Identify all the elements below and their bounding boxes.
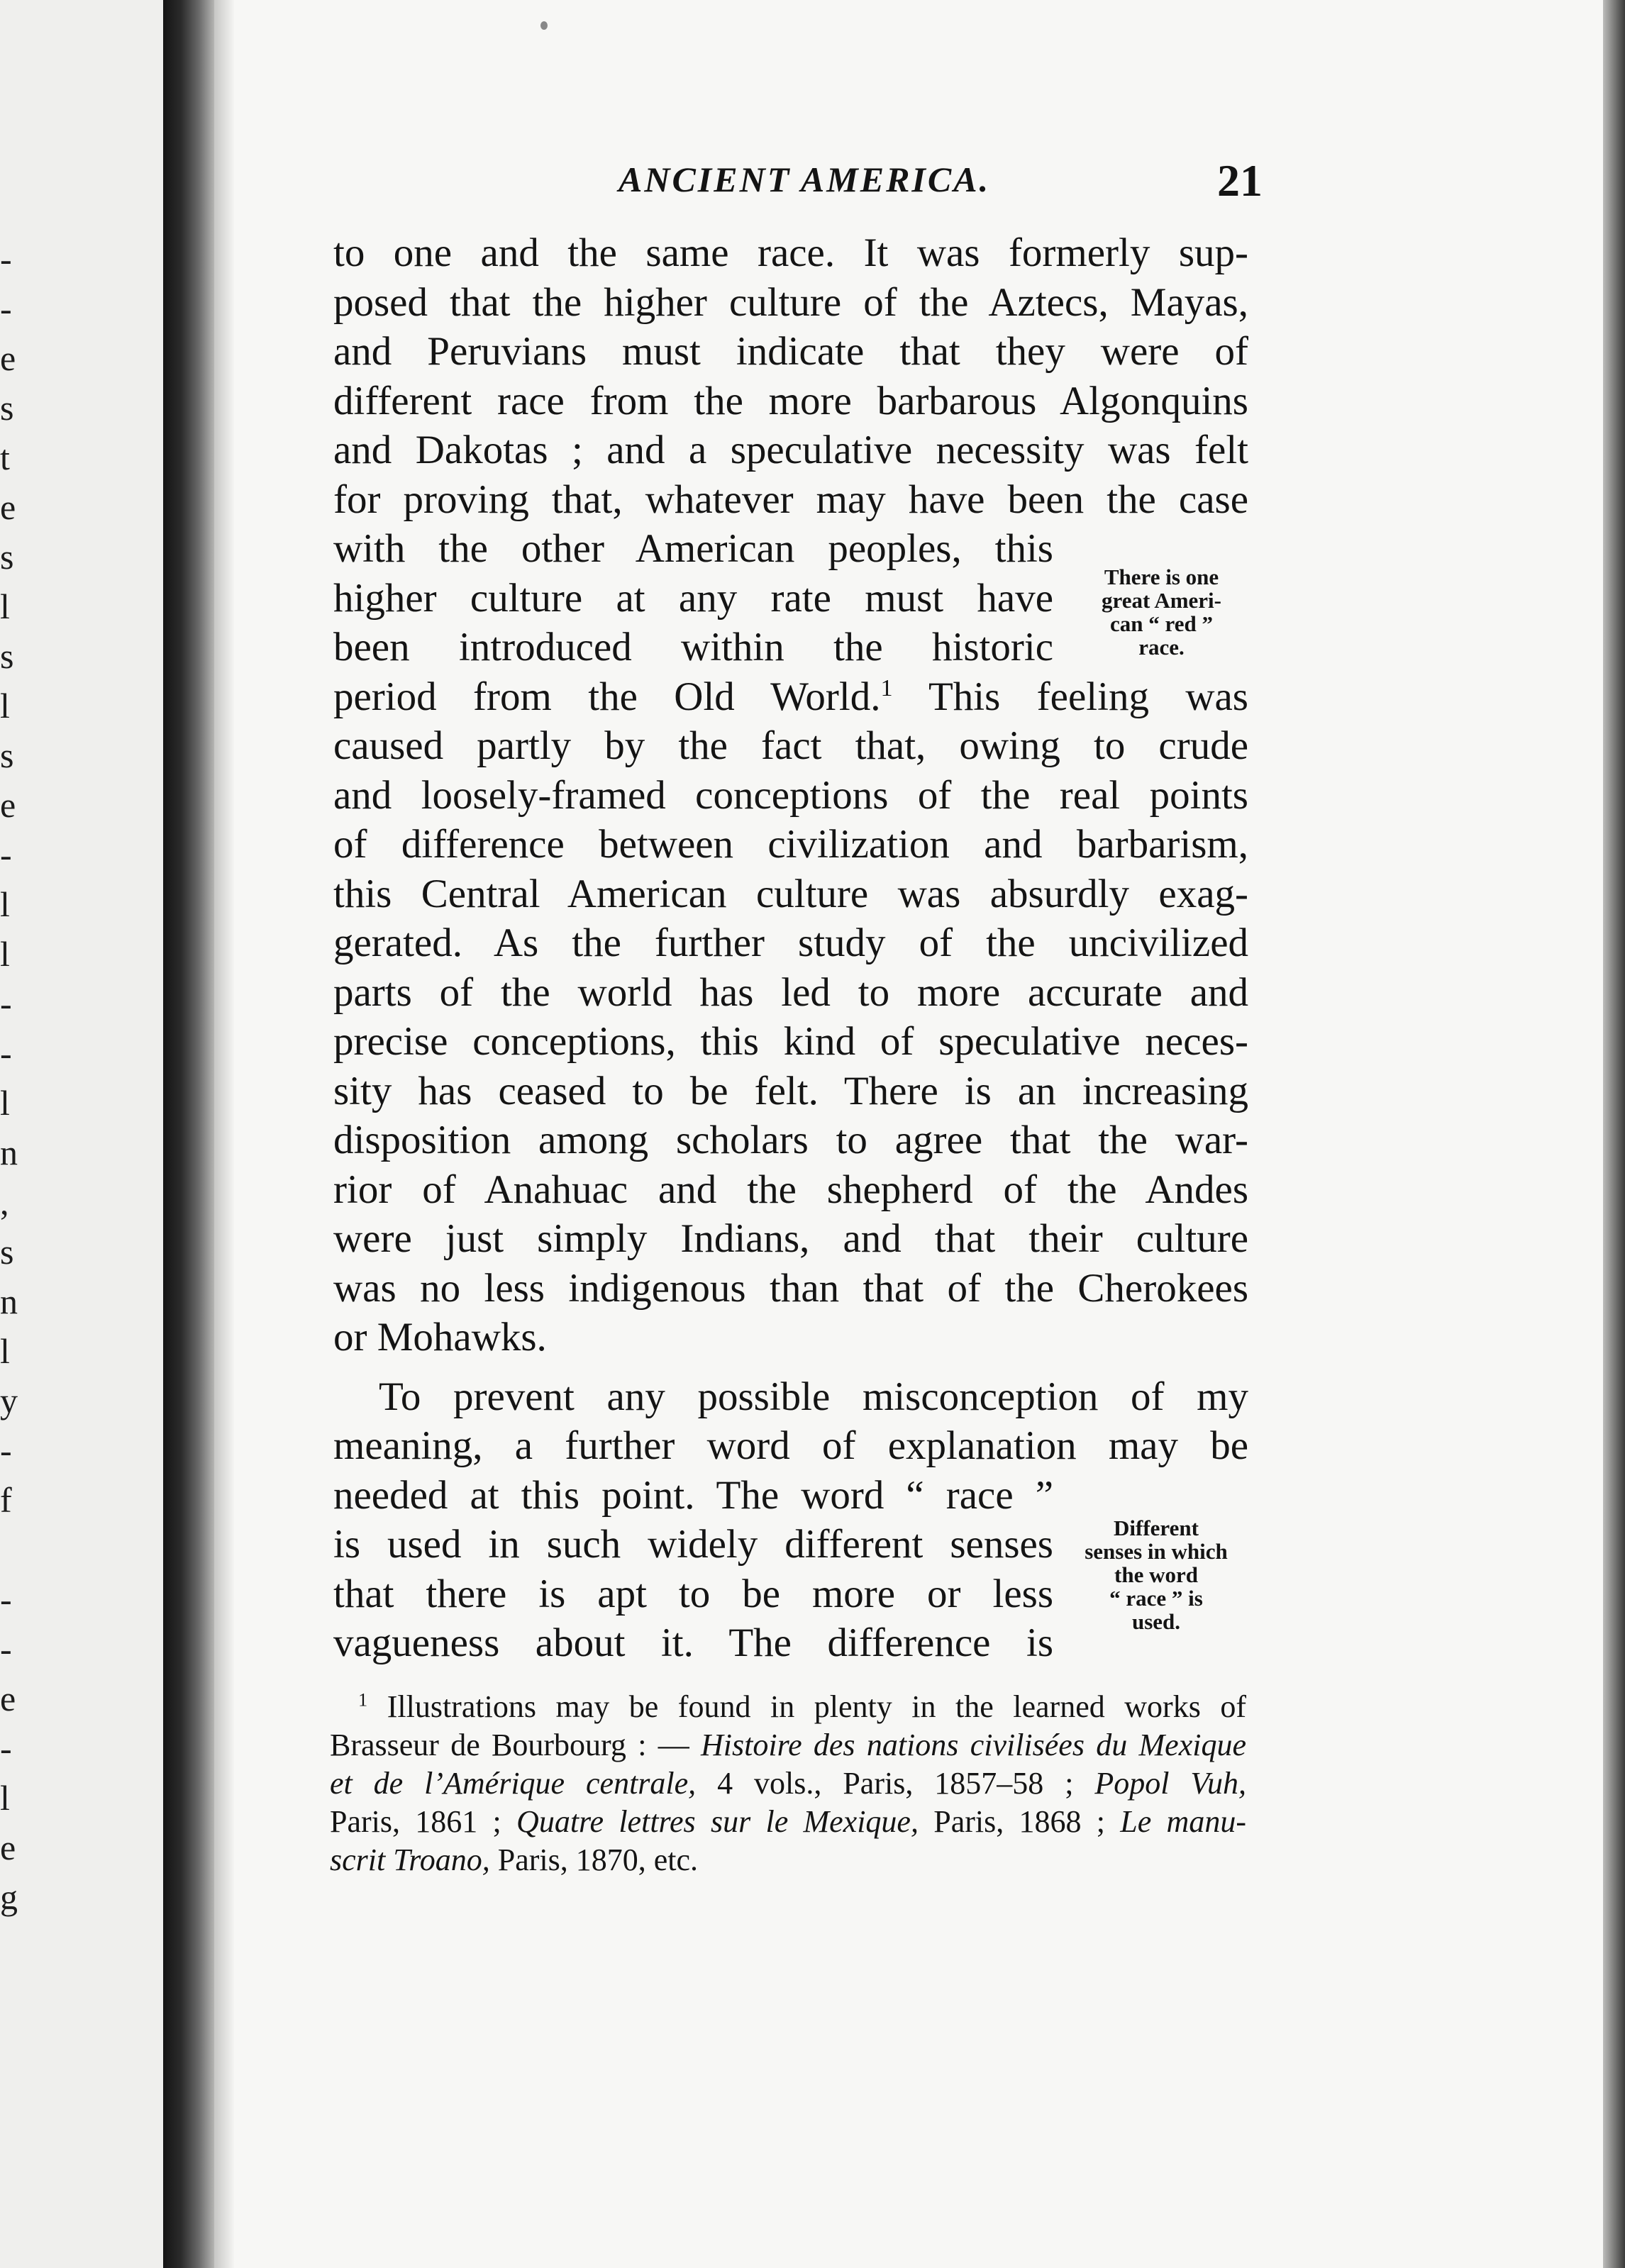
scan-speck [540,21,548,30]
footnote [330,1688,1246,1879]
left-page-edge-char: - [0,289,12,328]
left-page-edge-char: - [0,835,12,874]
text-line: caused partly by the fact that, owing to crude [333,723,1248,768]
text-line: different race from the more barbarous Algonquins [333,378,1248,423]
left-page-edge-char: n [0,1282,18,1321]
left-page-edge-char: - [0,1629,12,1669]
text-line: rior of Anahuac and the shepherd of the Andes [333,1167,1248,1212]
left-page-edge-char: e [0,1828,16,1867]
text-line: or Mohawks. [333,1315,547,1360]
footnote-title: scrit Troano, [330,1842,490,1877]
text-line: parts of the world has led to more accurate and [333,969,1248,1015]
side-note-line: used. [1131,1609,1181,1634]
left-page-edge-char: - [0,984,12,1023]
left-page-edge-char: f [0,1480,12,1520]
text-line [333,672,1248,722]
left-page-edge-char: - [0,1579,12,1619]
text-line: and loosely-framed conceptions of the real points [333,772,1248,818]
text-line: To prevent any possible misconception of my [379,1374,1248,1419]
footnote-line [330,1726,1246,1764]
side-note-line: great Ameri- [1102,588,1221,613]
footnote-text: Paris, 1868 ; [918,1804,1121,1839]
left-page-edge-char: - [0,239,12,279]
text-line: gerated. As the further study of the uncivilized [333,921,1248,965]
text-line: higher culture at any rate must have [333,575,1053,621]
left-page-edge-char: s [0,1232,14,1272]
footnote-line [330,1841,1246,1879]
left-page-edge-char: g [0,1877,18,1917]
left-page-edge-char: n [0,1133,18,1172]
text-line: was no less indigenous than that of the Cherokees [333,1265,1248,1311]
running-head: ANCIENT AMERICA. [619,160,991,199]
text-line: is used in such widely different senses [333,1522,1053,1567]
text-line: with the other American peoples, this [333,526,1053,571]
side-note-red-race [1071,565,1252,659]
footnote-marker: 1 [358,1689,368,1711]
side-note-line: Different [1114,1516,1199,1540]
left-page-edge-char: y [0,1381,18,1421]
left-page-edge-char: l [0,686,10,726]
side-note-line: race. [1138,635,1185,660]
text-line: were just simply Indians, and that their culture [333,1216,1248,1261]
footnote-line [330,1803,1246,1841]
left-page-edge-char: l [0,934,10,974]
footnote-line [330,1764,1246,1803]
body-text [333,228,1248,1668]
text-line: of difference between civilization and barbarism, [333,822,1248,867]
side-note-line: senses in which [1085,1539,1228,1564]
footnote-title: Quatre lettres sur le Mexique, [516,1804,919,1839]
left-page-edge-char: - [0,1728,12,1768]
text-line: this Central American culture was absurdly exag- [333,871,1248,916]
gutter-shadow [214,0,234,2268]
side-note-line: “ race ” is [1109,1586,1203,1611]
left-page-edge-char: , [0,1182,9,1222]
left-page-edge-char: e [0,338,16,378]
footnote-reference: 1 [880,674,893,701]
footnote-line [330,1688,1246,1726]
page-number: 21 [1217,155,1263,206]
left-page-edge-char: l [0,1778,10,1818]
left-page-edge-char: l [0,884,10,924]
footnote-text: 4 vols., Paris, 1857–58 ; [696,1766,1095,1801]
left-page-edge-char: t [0,438,10,477]
text-line: for proving that, whatever may have been the case [333,477,1248,522]
book-gutter [163,0,214,2268]
footnote-text: Paris, 1870, etc. [489,1842,699,1877]
paragraph-gap [333,1362,1248,1372]
right-page-edge [1603,0,1625,2268]
text-line: posed that the higher culture of the Aztecs, Mayas, [333,279,1248,325]
text-segment: period from the Old World. [333,674,881,719]
page-header [610,155,1263,216]
left-page-edge-char: l [0,1331,10,1371]
text-line: and Peruvians must indicate that they were of [333,329,1248,374]
text-line: sity has ceased to be felt. There is an increasing [333,1068,1248,1113]
left-page-edge-char: s [0,735,14,775]
text-line: disposition among scholars to agree that the war- [333,1118,1248,1162]
left-page-edge-char: s [0,636,14,676]
text-line: to one and the same race. It was formerly sup- [333,230,1248,275]
text-line: that there is apt to be more or less [333,1571,1053,1616]
text-line: been introduced within the historic [333,625,1053,669]
footnote-title: Le manu- [1120,1804,1246,1839]
footnote-title: et de l’Amérique centrale, [330,1766,697,1801]
footnote-title: Histoire des nations civilisées du Mexique [701,1728,1246,1762]
left-page-edge-char [0,1525,28,1574]
text-line: meaning, a further word of explanation may be [333,1423,1248,1468]
side-note-race-senses [1060,1516,1252,1633]
text-line: vagueness about it. The difference is [333,1621,1053,1665]
left-page-edge-char: l [0,1083,10,1123]
text-line: precise conceptions, this kind of speculative neces- [333,1019,1248,1064]
footnote-text: Illustrations may be found in plenty in the learned works of [387,1689,1246,1724]
footnote-text: Paris, 1861 ; [330,1804,517,1839]
side-note-line: can “ red ” [1110,611,1213,636]
footnote-title: Popol Vuh, [1094,1766,1246,1801]
left-page-edge-char: l [0,587,10,626]
left-page-edge-char: e [0,785,16,825]
text-line: and Dakotas ; and a speculative necessity was felt [333,428,1248,472]
side-note-line: There is one [1104,565,1219,589]
text-segment: This feeling was [892,674,1248,719]
left-page-edge-char: e [0,1679,16,1718]
left-page-edge-text [0,234,28,1922]
text-line: needed at this point. The word “ race ” [333,1472,1053,1518]
left-page-edge-char: s [0,388,14,428]
left-page-edge-char: - [0,1033,12,1073]
left-page-edge-char: e [0,487,16,527]
left-facing-page [0,0,163,2268]
left-page-edge-char: - [0,1430,12,1470]
left-page-edge-char: s [0,537,14,577]
side-note-line: the word [1114,1562,1198,1587]
footnote-text: Brasseur de Bourbourg : — [330,1728,701,1762]
